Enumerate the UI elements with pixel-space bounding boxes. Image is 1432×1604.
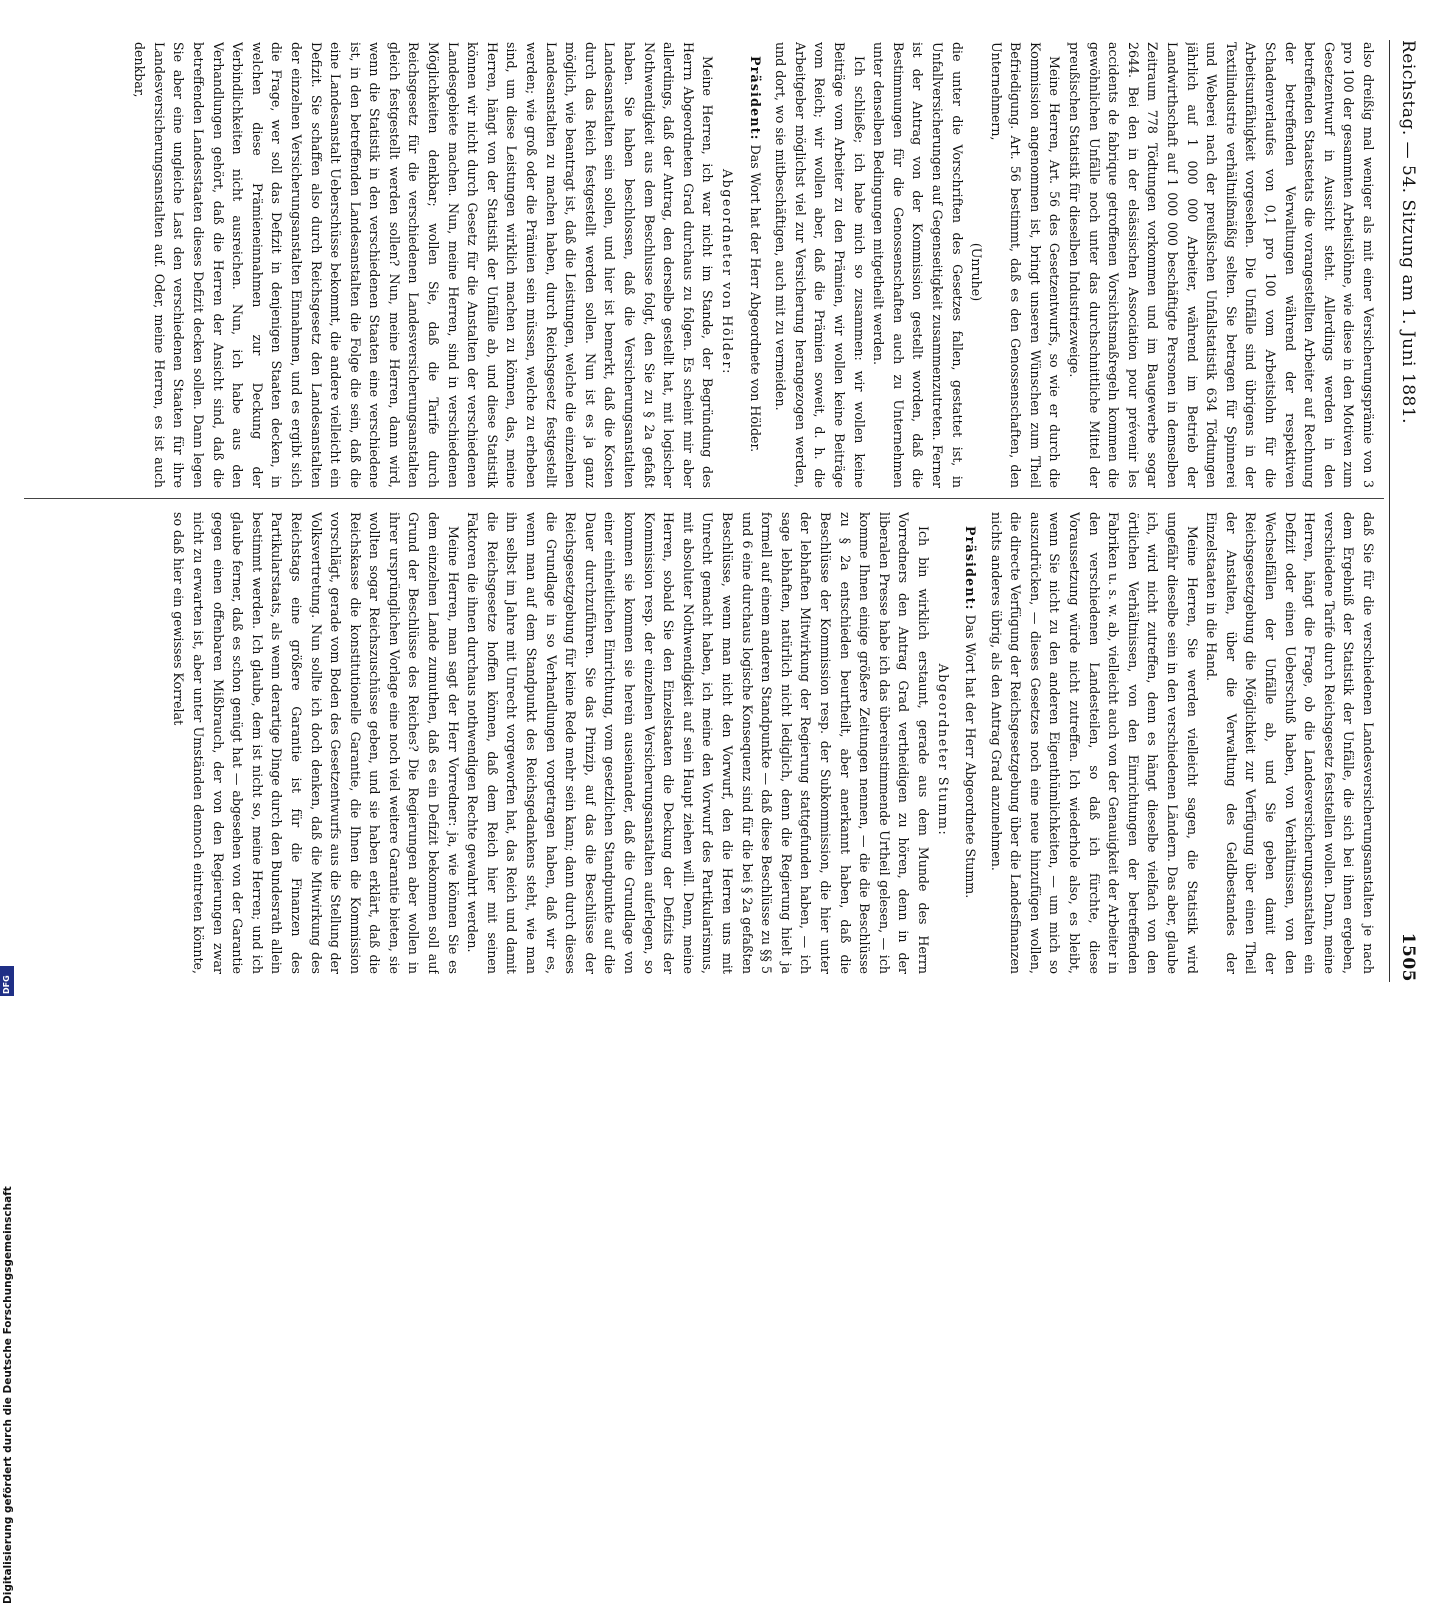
running-head: Reichstag. — 54. Sitzung am 1. Juni 1881. bbox=[1398, 40, 1418, 425]
paragraph: Meine Herren, ich war nicht im Stande, der Begründung des Herrn Abgeordneten Grad durchaus zu folgen. Es scheint mir aber allerdings, daß der Antrag, den derselbe gestellt hat, mit logischer Nothwendigkeit aus dem Beschlusse folgt, den Sie zu § 2a gefaßt haben. Sie haben beschlossen, daß die Versicherungsanstalten Landesanstalten sein sollen, und hier ist bemerkt, daß die Kosten durch das Reich festgestellt werden sollen. Nun ist es ja ganz möglich, wie beantragt ist, daß die Leistungen, welche die einzelnen Landesanstalten zu machen haben, durch Reichsgesetz festgestellt werden; wie groß oder die Prämien sein müssen, welche zu erheben sind, um diese Leistungen wirklich machen zu können, das, meine Herren, hängt von der Statistik der Unfälle ab, und diese Statistik können wir nicht durch Gesetz für die Anstalten der verschiedenen Landesgebiete machen. Nun, meine Herren, sind in verschiedenen Möglichkeiten denkbar; wollen Sie, daß die Tarife durch Reichsgesetz für die verschiedenen Landesversicherungsanstalten gleich festgestellt werden sollen? Nun, meine Herren, dann wird, wenn die Statistik in den verschiedenen Staaten eine verschiedene ist, in den betreffenden Landesanstalten die Folge die sein, daß die eine Landesanstalt Ueberschüsse bekommt, die andere vielleicht ein Defizit. Sie schaffen also durch Reichsgesetz den Landesanstalten der einzelnen Versicherungsanstalten Einnahmen, und es ergibt sich die Frage, wer soll das Defizit in denjenigen Staaten decken, in welchen diese Prämieneinnahmen zur Deckung der Verbindlichkeiten nicht ausreichen. Nun, ich habe aus den Verhandlungen gehört, daß die Herren der Ansicht sind, daß die betreffenden Landesstaaten dieses Defizit decken sollen. Dann legen Sie aber eine ungleiche Last den verschiedenen Staaten für ihre Landesversicherungsanstalten auf. Oder, meine Herren, es ist auch denkbar, bbox=[132, 42, 716, 488]
president-remark bbox=[961, 512, 981, 974]
paragraph: also dreißig mal weniger als mit einer Versicherungsprämie von 3 pro 100 der gesammten Arbeitslöhne, wie diese in den Motiven zum Gesetzentwurf in Aussicht steht. Allerdings werden in den betreffenden Staatsetats die vorangestellten Arbeiter auf Rechnung der betreffenden Verwaltungen während der respektiven Schadenverlaufes von 0,1 pro 100 vom Arbeitslohn für die Arbeitsunfähigkeit vorgesehen. Die Unfälle sind übrigens in der Textilindustrie verhältnißmäßig selten. Sie betragen für Spinnerei und Weberei nach der preußischen Unfallstatistik 634 Tödtungen jährlich auf 1 000 000 Arbeiter, während im Betrieb der Landwirthschaft auf 1 000 000 beschäftigte Personen in demselben Zeitraum 778 Tödtungen vorkommen und im Baugewerbe sogar 2644. Bei den in der elsässischen Association pour prévenir les accidents de fabrique getroffenen Vorsichtsmaßregeln kommen die gewöhnlichen Unfälle noch unter das durchschnittliche Mittel der preußischen Statistik für dieselben Industriezweige. bbox=[1067, 42, 1376, 488]
paragraph: Meine Herren, Art. 56 des Gesetzentwurfs, so wie er durch die Kommission angenommen ist, bringt unseren Wünschen zum Theil Befriedigung. Art. 56 bestimmt, daß es den Genossenschaften, den Unternehmern, bbox=[988, 42, 1063, 488]
paragraph: Ich schließe; ich habe mich so zusammen: wir wollen keine Beiträge vom Arbeiter zu den Prämien, wir wollen keine Beiträge vom Reich; wir wollen aber, daß die Prämien soweit, d. h. die Arbeitgeber möglichst viel zur Versicherung herangezogen werden, und dort, wo sie mitbeschäftigen, auch mit zu vermeiden. bbox=[773, 42, 867, 488]
paragraph: Meine Herren, Sie werden vielleicht sagen, die Statistik wird ungefähr dieselbe sein in den verschiedenen Ländern. Das aber, glaube ich, wird nicht zutreffen, denn es hängt dieselbe vielfach von den örtlichen Verhältnissen, von den Einrichtungen der betreffenden Fabriken u. s. w. ab, vielleicht auch von der Genauigkeit der Arbeiter in den verschiedenen Landesteilen, so daß ich fürchte, diese Voraussetzung würde nicht zutreffen. Ich wiederhole also, es bleibt, wenn Sie nicht zu den anderen Eigenthümlichkeiten, — um mich so auszudrücken, — dieses Gesetzes noch eine neue hinzufügen wollen, die directe Verfügung der Reichsgesetzgebung über die Landesfinanzen nichts anderes übrig, als den Antrag Grad anzunehmen. bbox=[988, 512, 1200, 974]
interjection: (Unruhe) bbox=[969, 242, 985, 302]
header-rule bbox=[1389, 40, 1390, 982]
speaker-heading: Abgeordneter von Hölder: bbox=[720, 168, 735, 376]
paragraph: Meine Herren, man sagt der Herr Vorredner: ja, wie können Sie es dem einzelnen Lande zumuthen, daß es ein Defizit bekommen soll auf Grund der Beschlüsse des Reiches? Die Regierungen aber wollen in ihrer ursprünglichen Vorlage eine noch viel weitere Garantie bieten, sie wollten sogar Reichszuschüsse geben, und sie haben erklärt, daß die Reichskasse die konstitutionelle Garantie, die Ihnen die Kommission vorschlägt, gerade vom Boden des Gesetzentwurfs aus die Stellung der Volksvertretung. Nun sollte ich doch denken, daß die Mitwirkung des Reichstags eine größere Garantie ist für die Finanzen des Partikularstaats, als wenn derartige Dinge durch den Bundesrath allein bestimmt werden. Ich glaube, dem ist nicht so, meine Herren; und ich glaube ferner, daß es schon genügt hat — abgesehen von der Garantie gegen einen offenbaren Mißbrauch, der von den Regierungen zwar nicht zu erwarten ist, aber unter Umständen dennoch eintreten könnte, so daß hier ein gewisses Korrelat bbox=[171, 512, 461, 974]
credit-text: Digitalisierung gefördert durch die Deutsche Forschungsgemeinschaft bbox=[2, 1186, 14, 1604]
dfg-logo-icon bbox=[0, 966, 14, 996]
logo-text: DFG bbox=[2, 975, 11, 994]
speaker-label: Präsident: bbox=[747, 56, 763, 141]
digitization-credit bbox=[0, 604, 14, 1604]
right-column bbox=[30, 512, 1378, 974]
paragraph: Ich bin wirklich erstaunt, gerade aus dem Munde des Herrn Vorredners den Antrag Grad vertheidigen zu hören, denn in der liberalen Presse habe ich das übereinstimmende Urtheil gelesen, — ich komme Ihnen einige größere Zeitungen nennen, — die die Beschlüsse zu § 2a entschieden beurtheilt, aber anerkannt haben, daß die Beschlüsse der Kommission resp. der Subkommission, die hier unter der lebhaften Mitwirkung der Regierung stattgefunden haben, — ich sage lebhaften, natürlich nicht lediglich, denn die Regierung hielt ja formell auf einem anderen Standpunkte — daß diese Beschlüsse zu §§ 5 und 6 eine durchaus logische Konsequenz sind für die bei § 2a gefaßten Beschlüsse, wenn man nicht den Vorwurf, den die Herren uns mit Unrecht gemacht haben, ich meine den Vorwurf des Partikularismus, mit absoluter Nothwendigkeit auf sein Haupt ziehen will. Denn, meine Herren, sobald Sie den Einzelstaaten die Deckung der Defizits der Kommission resp. der einzelnen Versicherungsanstalten auferlegen, so kommen sie kommen sie herein auseinander, daß die Grundlage von einer einheitlichen Einrichtung, vom gesetzlichen Standpunkte auf die Dauer durchzuführen. Sie das Prinzip, auf das die Beschlüsse der Reichsgesetzgebung für keine Rede mehr sein kann; dann durch dieses die Grundlage in so Verhandlungen vorgetragen haben, daß wir es, wenn man auf dem Standpunkt des Reichsgedankens steht, wie man ihn selbst im Jahre mit Unrecht vorgeworfen hat, das Reich und damit die Reichsgesetze hoffen können, daß dem Reich hier mit seinen Faktoren die ihnen durchaus nothwendigen Rechte gewahrt werden. bbox=[465, 512, 931, 974]
paragraph: daß Sie für die verschiedenen Landesversicherungsanstalten je nach dem Ergebniß der Statistik der Unfälle, die sich bei ihnen ergeben, verschiedene Tarife durch Reichsgesetz feststellen wollen. Dann, meine Herren, hängt die Frage, ob die Landesversicherungsanstalten ein Defizit oder einen Ueberschuß haben, von Verhältnissen, von den Wechselfällen der Unfälle ab, und Sie geben damit der Reichsgesetzgebung die Möglichkeit zur Verfügung über einen Theil der Anstalten, über die Verwaltung des Geldbestandes der Einzelstaaten in die Hand. bbox=[1204, 512, 1376, 974]
page-header bbox=[1388, 40, 1418, 982]
page-number: 1505 bbox=[1398, 932, 1418, 982]
president-text: Das Wort hat der Herr Abgeordnete von Hölder. bbox=[747, 144, 763, 453]
speaker-heading: Abgeordneter Stumm: bbox=[935, 663, 951, 837]
president-text: Das Wort hat der Herr Abgeordnete Stumm. bbox=[963, 614, 979, 899]
left-column bbox=[30, 42, 1378, 488]
speaker-label: Präsident: bbox=[963, 526, 979, 611]
paragraph: die unter die Vorschriften des Gesetzes fallen, gestattet ist, in Unfallversicherungen auf Gegenseitigkeit zusammenzutreten. Ferner ist der Antrag von der Kommission gestellt worden, daß die Bestimmungen für die Genossenschaften auch zu Unternehmen unter denselben Bedingungen mitgetheilt werden. bbox=[871, 42, 965, 488]
column-rule bbox=[24, 498, 1384, 499]
president-remark bbox=[745, 42, 765, 488]
